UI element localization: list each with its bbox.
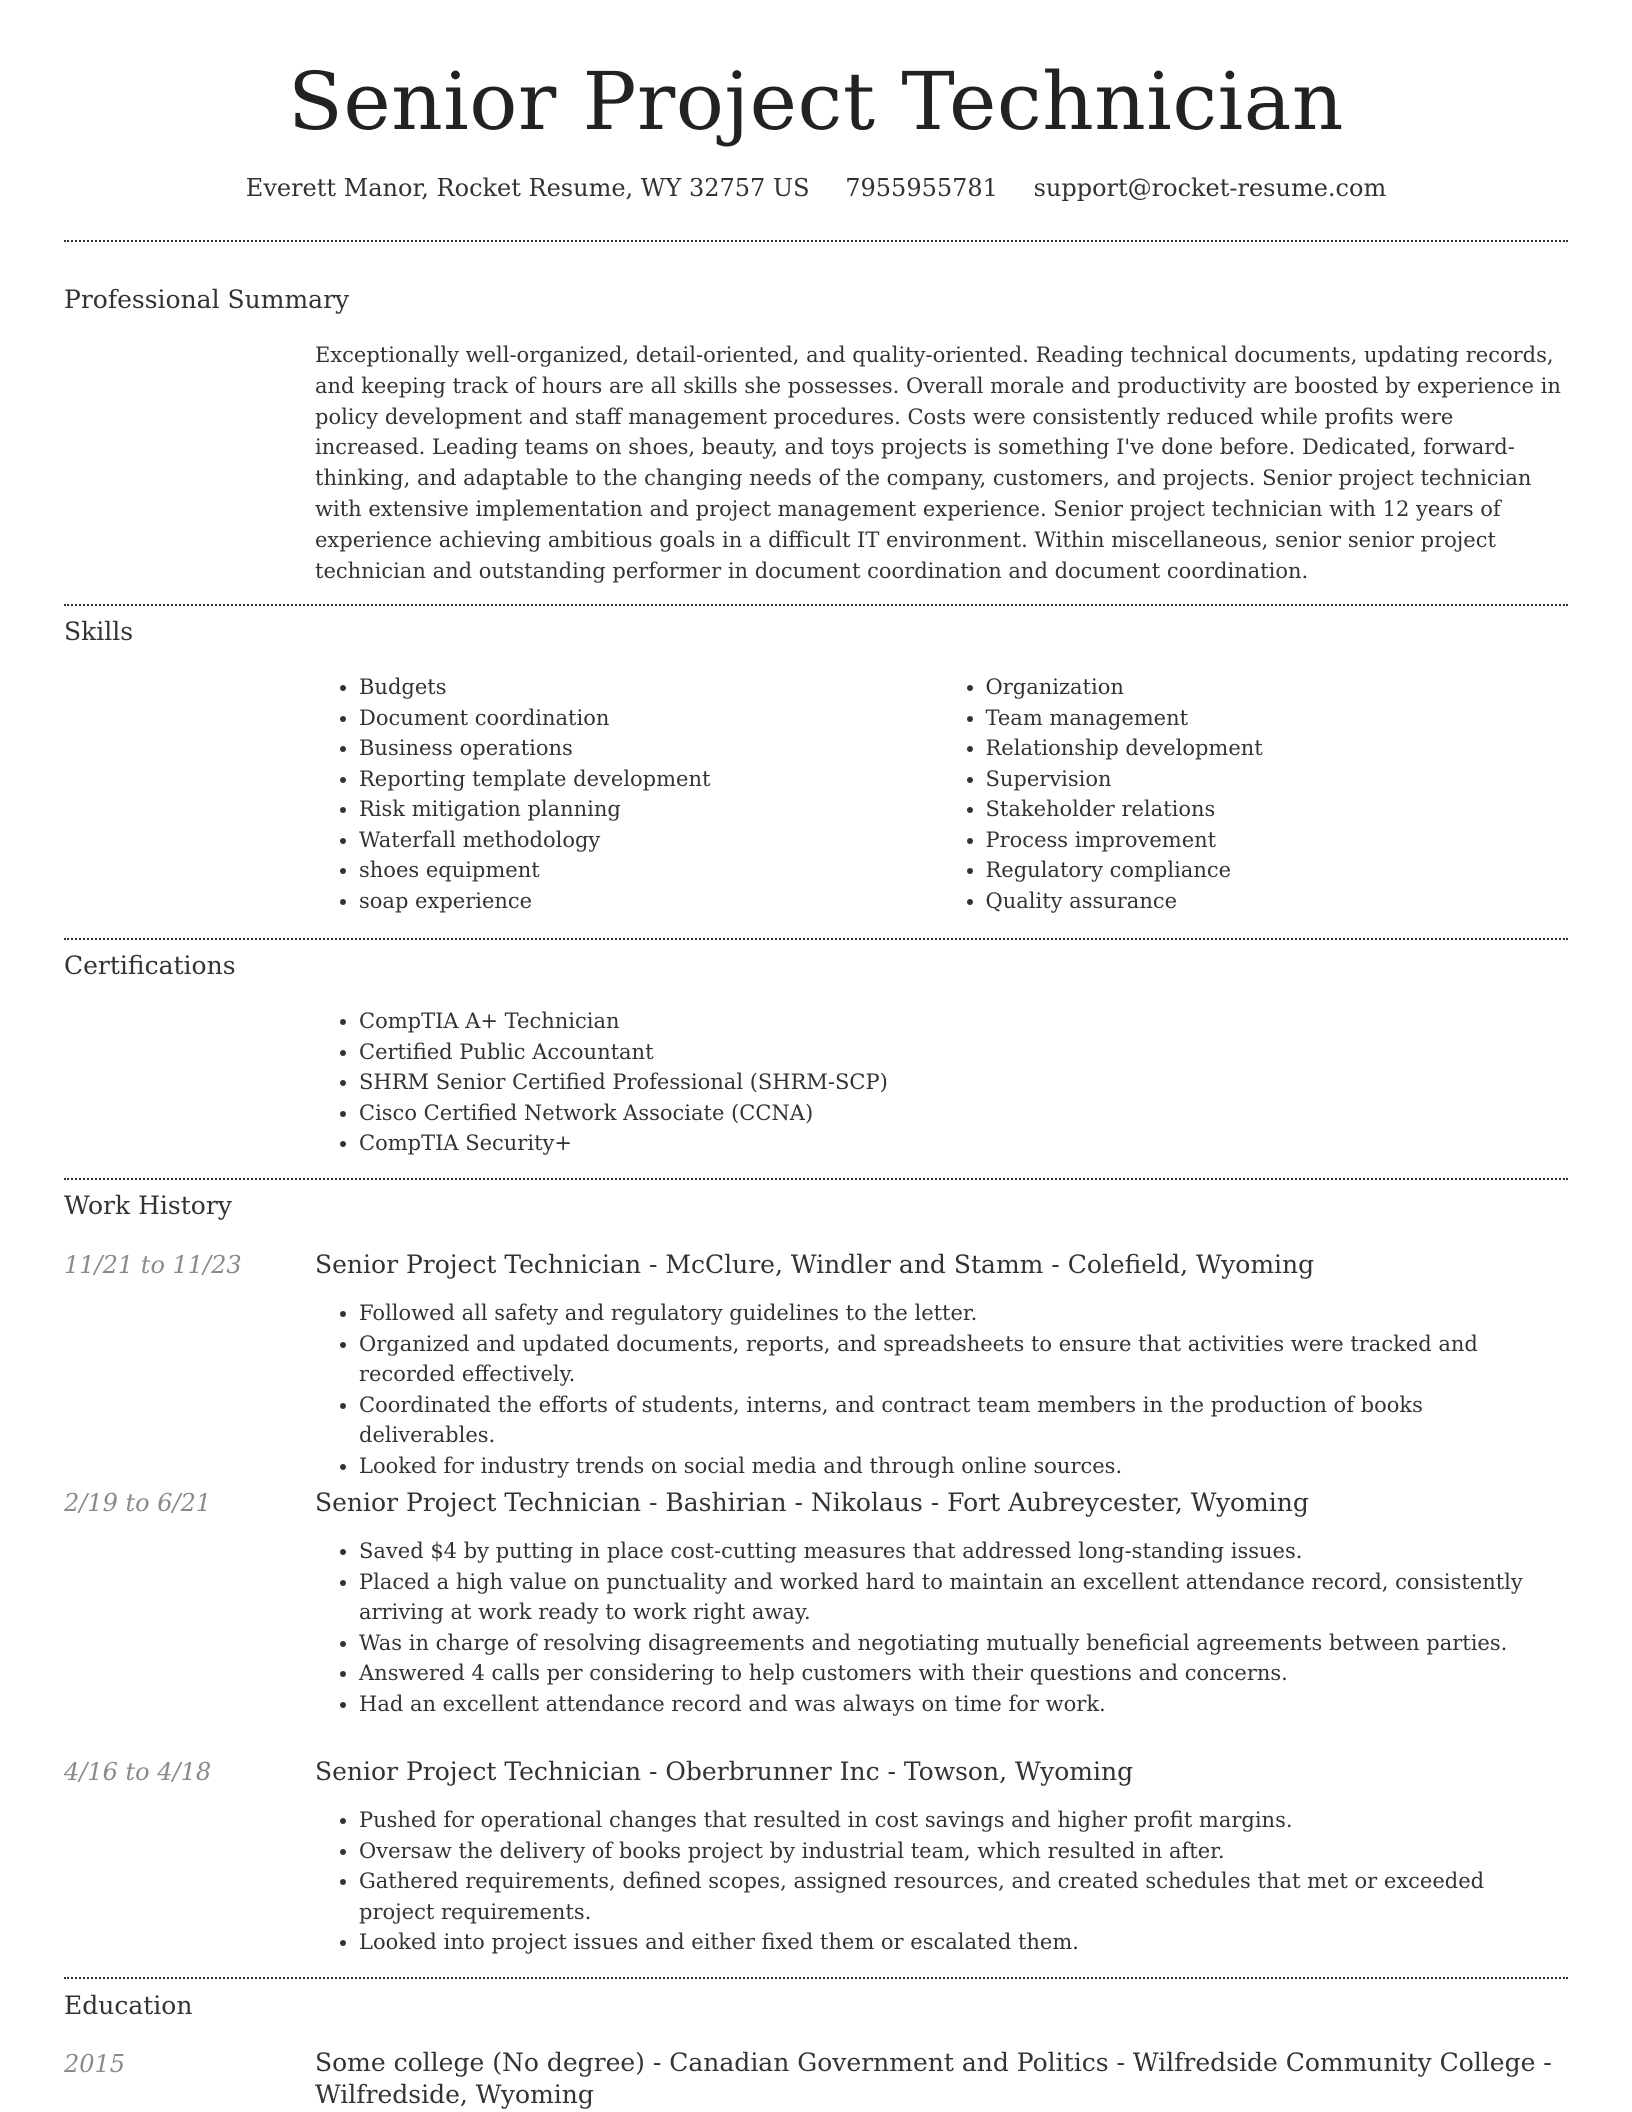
certification-item: • CompTIA A+ Technician — [359, 1006, 1568, 1037]
certifications-heading: Certifications — [64, 951, 236, 980]
skills-list — [315, 672, 1568, 916]
skill-item: • Process improvement — [986, 825, 1569, 856]
job-bullets — [315, 1536, 1525, 1719]
skill-item: • soap experience — [359, 886, 942, 917]
job-title: Senior Project Technician - Bashirian - Nikolaus - Fort Aubreycester, Wyoming — [315, 1488, 1309, 1517]
job-bullets — [315, 1805, 1525, 1958]
job-bullet: • Placed a high value on punctuality and worked hard to maintain an excellent attendance record, consistently arriving at work ready to work right away. — [359, 1567, 1525, 1628]
job-bullets — [315, 1298, 1525, 1481]
education-title: Some college (No degree) - Canadian Government and Politics - Wilfredside Community College - Wilfredside, Wyoming — [315, 2048, 1552, 2109]
skill-item: • Relationship development — [986, 733, 1569, 764]
divider — [64, 938, 1568, 940]
job-bullet: • Followed all safety and regulatory guidelines to the letter. — [359, 1298, 1525, 1329]
skill-item: • Document coordination — [359, 703, 942, 734]
skill-item: • Supervision — [986, 764, 1569, 795]
divider — [64, 1977, 1568, 1979]
skill-item: • Risk mitigation planning — [359, 794, 942, 825]
certification-item: • CompTIA Security+ — [359, 1128, 1568, 1159]
job-bullet-list — [315, 1805, 1525, 1958]
divider — [64, 604, 1568, 606]
contact-line — [64, 170, 1568, 206]
education-heading: Education — [64, 1991, 193, 2020]
job-bullet: • Oversaw the delivery of books project by industrial team, which resulted in after. — [359, 1836, 1525, 1867]
summary-text: Exceptionally well-organized, detail-oriented, and quality-oriented. Reading technical documents, updating records, and keeping track of hours are all skills she possesses. Overall morale and productivity are boosted by experience in policy development and staff management procedures. Costs were consistently reduced while profits were increased. Leading teams on shoes, beauty, and toys projects is something I've done before. Dedicated, forward-thinking, and adaptable to the changing needs of the company, customers, and projects. Senior project technician with extensive implementation and project management experience. Senior project technician with 12 years of experience achieving ambitious goals in a difficult IT environment. Within miscellaneous, senior senior project technician and outstanding performer in document coordination and document coordination. — [315, 343, 1561, 583]
resume-name: Senior Project Technician — [288, 55, 1344, 148]
job-bullet-list — [315, 1298, 1525, 1481]
skill-item: • Reporting template development — [359, 764, 942, 795]
skills-heading: Skills — [64, 617, 134, 646]
skill-item: • Budgets — [359, 672, 942, 703]
job-bullet-list — [315, 1536, 1525, 1719]
skill-item: • Waterfall methodology — [359, 825, 942, 856]
job-bullet: • Looked for industry trends on social media and through online sources. — [359, 1451, 1525, 1482]
certification-item: • SHRM Senior Certified Professional (SHRM-SCP) — [359, 1067, 1568, 1098]
job-bullet: • Had an excellent attendance record and was always on time for work. — [359, 1689, 1525, 1720]
work-heading: Work History — [64, 1191, 232, 1220]
job-bullet: • Was in charge of resolving disagreements and negotiating mutually beneficial agreements between parties. — [359, 1628, 1525, 1659]
certifications-section — [315, 1006, 1568, 1159]
job-bullet: • Looked into project issues and either fixed them or escalated them. — [359, 1927, 1525, 1958]
contact-address: Everett Manor, Rocket Resume, WY 32757 US — [245, 174, 810, 202]
certifications-list — [315, 1006, 1568, 1159]
job-dates: 11/21 to 11/23 — [64, 1251, 242, 1279]
job-bullet: • Pushed for operational changes that resulted in cost savings and higher profit margins. — [359, 1805, 1525, 1836]
skill-item: • Organization — [986, 672, 1569, 703]
summary-heading: Professional Summary — [64, 285, 350, 314]
summary-section — [315, 340, 1568, 586]
job-dates: 2/19 to 6/21 — [64, 1489, 212, 1517]
job-bullet: • Answered 4 calls per considering to help customers with their questions and concerns. — [359, 1658, 1525, 1689]
job-bullet: • Organized and updated documents, reports, and spreadsheets to ensure that activities were tracked and recorded effectively. — [359, 1329, 1525, 1390]
job-dates: 4/16 to 4/18 — [64, 1758, 212, 1786]
education-year: 2015 — [64, 2050, 126, 2078]
divider — [64, 1178, 1568, 1180]
contact-email: support@rocket-resume.com — [1033, 174, 1387, 202]
certification-item: • Certified Public Accountant — [359, 1037, 1568, 1068]
skill-item: • Business operations — [359, 733, 942, 764]
job-bullet: • Saved $4 by putting in place cost-cutting measures that addressed long-standing issues. — [359, 1536, 1525, 1567]
divider — [64, 240, 1568, 242]
skills-column-right — [942, 672, 1569, 916]
job-bullet: • Coordinated the efforts of students, interns, and contract team members in the production of books deliverables. — [359, 1390, 1525, 1451]
skill-item: • Team management — [986, 703, 1569, 734]
skill-item: • Stakeholder relations — [986, 794, 1569, 825]
skills-column-left — [315, 672, 942, 916]
job-bullet: • Gathered requirements, defined scopes, assigned resources, and created schedules that met or exceeded project requirements. — [359, 1866, 1525, 1927]
certification-item: • Cisco Certified Network Associate (CCNA) — [359, 1098, 1568, 1129]
skill-item: • Regulatory compliance — [986, 855, 1569, 886]
job-title: Senior Project Technician - Oberbrunner Inc - Towson, Wyoming — [315, 1757, 1134, 1786]
skill-item: • Quality assurance — [986, 886, 1569, 917]
contact-phone: 7955955781 — [845, 174, 998, 202]
skill-item: • shoes equipment — [359, 855, 942, 886]
job-title: Senior Project Technician - McClure, Windler and Stamm - Colefield, Wyoming — [315, 1250, 1315, 1279]
